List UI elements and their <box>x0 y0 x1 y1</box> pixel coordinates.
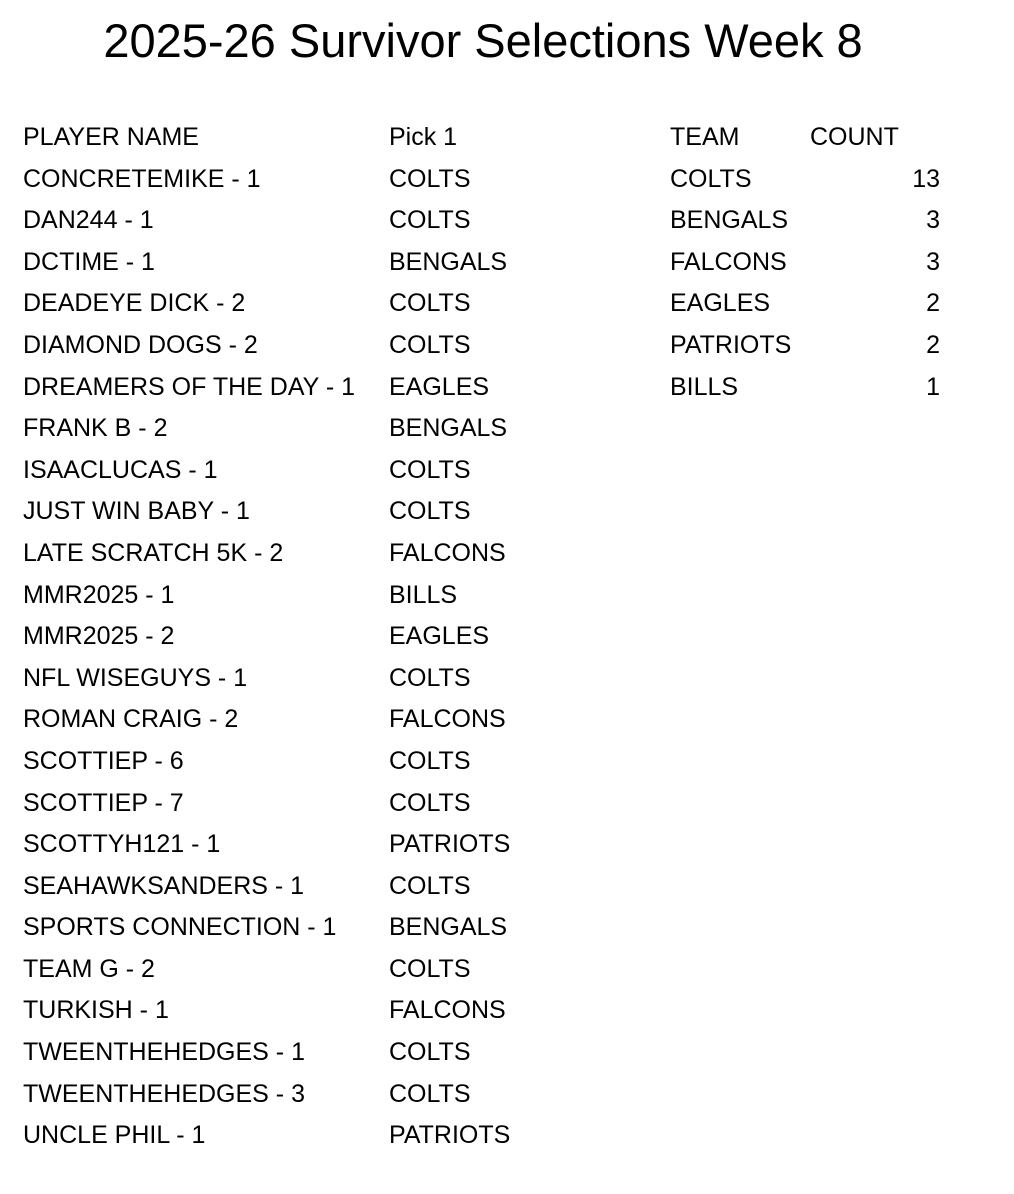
player-name-cell: JUST WIN BABY - 1 <box>23 497 250 526</box>
pick-cell: BENGALS <box>389 247 508 276</box>
picks-header-row <box>23 117 589 159</box>
player-name-cell: TWEENTHEHEDGES - 3 <box>23 1079 305 1108</box>
count-cell: 2 <box>926 289 940 318</box>
pick-cell: COLTS <box>389 1038 471 1067</box>
table-row <box>23 367 589 409</box>
player-name-cell: SEAHAWKSANDERS - 1 <box>23 871 305 900</box>
player-name-cell: TEAM G - 2 <box>23 954 155 983</box>
pick-cell: EAGLES <box>389 372 490 401</box>
table-row <box>23 200 589 242</box>
count-cell: 1 <box>926 372 940 401</box>
table-row <box>670 242 940 284</box>
picks-body <box>23 159 589 1157</box>
table-row <box>670 367 940 409</box>
player-name-cell: NFL WISEGUYS - 1 <box>23 663 248 692</box>
pick-cell: BILLS <box>389 580 458 609</box>
team-cell: BENGALS <box>670 206 789 235</box>
page-title: 2025-26 Survivor Selections Week 8 <box>103 14 863 67</box>
player-name-cell: MMR2025 - 1 <box>23 580 175 609</box>
player-name-cell: MMR2025 - 2 <box>23 622 175 651</box>
count-cell: 3 <box>926 247 940 276</box>
team-cell: EAGLES <box>670 289 771 318</box>
pick-cell: COLTS <box>389 954 471 983</box>
team-cell: FALCONS <box>670 247 787 276</box>
team-cell: COLTS <box>670 164 752 193</box>
table-row <box>23 283 589 325</box>
pick-cell: COLTS <box>389 289 471 318</box>
table-row <box>23 658 589 700</box>
player-name-cell: SCOTTYH121 - 1 <box>23 830 221 859</box>
player-name-cell: DAN244 - 1 <box>23 206 154 235</box>
table-row <box>23 159 589 201</box>
player-name-cell: ROMAN CRAIG - 2 <box>23 705 239 734</box>
pick-cell: EAGLES <box>389 622 490 651</box>
picks-table <box>23 117 589 1157</box>
player-name-cell: DIAMOND DOGS - 2 <box>23 330 258 359</box>
table-row <box>23 408 589 450</box>
table-row <box>23 990 589 1032</box>
pick-cell: BENGALS <box>389 414 508 443</box>
team-count-table <box>670 117 940 408</box>
pick-cell: PATRIOTS <box>389 1121 511 1150</box>
pick-cell: COLTS <box>389 871 471 900</box>
table-row <box>23 533 589 575</box>
player-name-cell: SCOTTIEP - 6 <box>23 746 184 775</box>
team-cell: PATRIOTS <box>670 330 792 359</box>
team-header: TEAM <box>670 123 740 151</box>
table-row <box>670 159 940 201</box>
pick-header: Pick 1 <box>389 123 458 151</box>
table-row <box>23 575 589 617</box>
table-row <box>23 450 589 492</box>
player-name-cell: DREAMERS OF THE DAY - 1 <box>23 372 356 401</box>
pick-cell: FALCONS <box>389 996 506 1025</box>
player-name-cell: DEADEYE DICK - 2 <box>23 289 246 318</box>
team-cell: BILLS <box>670 372 739 401</box>
table-row <box>23 824 589 866</box>
pick-cell: COLTS <box>389 206 471 235</box>
table-row <box>670 283 940 325</box>
count-cell: 3 <box>926 206 940 235</box>
player-name-cell: CONCRETEMIKE - 1 <box>23 164 261 193</box>
table-row <box>670 200 940 242</box>
table-row <box>23 325 589 367</box>
player-name-cell: ISAACLUCAS - 1 <box>23 455 218 484</box>
table-row <box>23 783 589 825</box>
table-row <box>23 1115 589 1157</box>
pick-cell: COLTS <box>389 788 471 817</box>
pick-cell: COLTS <box>389 663 471 692</box>
pick-cell: COLTS <box>389 1079 471 1108</box>
player-name-cell: LATE SCRATCH 5K - 2 <box>23 538 284 567</box>
count-header: COUNT <box>810 123 899 151</box>
pick-cell: COLTS <box>389 164 471 193</box>
table-row <box>23 242 589 284</box>
pick-cell: COLTS <box>389 330 471 359</box>
table-row <box>23 616 589 658</box>
summary-header-row <box>670 117 940 159</box>
table-row <box>23 491 589 533</box>
player-name-cell: SCOTTIEP - 7 <box>23 788 184 817</box>
pick-cell: COLTS <box>389 455 471 484</box>
player-name-cell: SPORTS CONNECTION - 1 <box>23 913 337 942</box>
table-row <box>670 325 940 367</box>
player-name-cell: TURKISH - 1 <box>23 996 169 1025</box>
table-row <box>23 1032 589 1074</box>
pick-cell: FALCONS <box>389 705 506 734</box>
player-name-cell: DCTIME - 1 <box>23 247 155 276</box>
player-name-header: PLAYER NAME <box>23 123 199 151</box>
table-row <box>23 949 589 991</box>
pick-cell: PATRIOTS <box>389 830 511 859</box>
pick-cell: COLTS <box>389 746 471 775</box>
player-name-cell: UNCLE PHIL - 1 <box>23 1121 206 1150</box>
pick-cell: COLTS <box>389 497 471 526</box>
count-cell: 2 <box>926 330 940 359</box>
pick-cell: FALCONS <box>389 538 506 567</box>
table-row <box>23 741 589 783</box>
player-name-cell: FRANK B - 2 <box>23 414 168 443</box>
summary-body <box>670 159 940 409</box>
count-cell: 13 <box>912 164 940 193</box>
table-row <box>23 866 589 908</box>
table-row <box>23 907 589 949</box>
table-row <box>23 699 589 741</box>
table-row <box>23 1074 589 1116</box>
pick-cell: BENGALS <box>389 913 508 942</box>
player-name-cell: TWEENTHEHEDGES - 1 <box>23 1038 305 1067</box>
